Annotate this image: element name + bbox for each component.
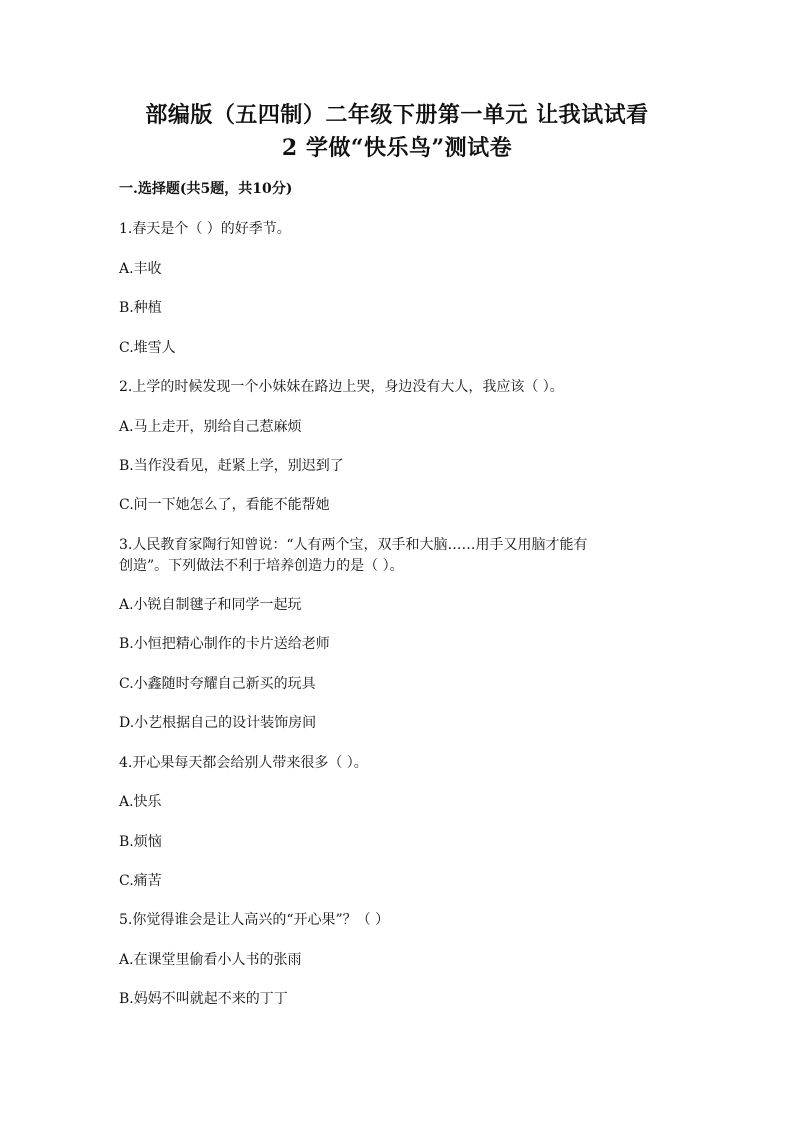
question-2-stem: 2.上学的时候发现一个小妹妹在路边上哭，身边没有大人，我应该（ ）。 [119,379,564,395]
question-1-option-b: B.种植 [119,300,162,316]
question-4-option-a: A.快乐 [119,794,162,810]
question-3-stem-line2: 创造”。下列做法不利于培养创造力的是（ ）。 [119,558,404,574]
question-4-option-c: C.痛苦 [119,873,162,889]
question-3-option-c: C.小鑫随时夸耀自己新买的玩具 [119,676,316,692]
question-2-option-a: A.马上走开，别给自己惹麻烦 [119,419,302,435]
question-4-option-b: B.烦恼 [119,834,162,850]
question-3-option-b: B.小恒把精心制作的卡片送给老师 [119,636,330,652]
question-1-option-a: A.丰收 [119,261,162,277]
question-2-option-b: B.当作没看见，赶紧上学，别迟到了 [119,458,344,474]
question-5-stem: 5.你觉得谁会是让人高兴的“开心果”？（ ） [119,912,390,928]
exam-title-line1: 部编版（五四制）二年级下册第一单元 让我试试看 [145,102,649,128]
exam-title-line2: 2 学做“快乐鸟”测试卷 [281,135,513,161]
question-5-option-b: B.妈妈不叫就起不来的丁丁 [119,991,288,1007]
question-1-stem: 1.春天是个（ ）的好季节。 [119,221,291,237]
question-1-option-c: C.堆雪人 [119,340,176,356]
question-3-option-a: A.小锐自制毽子和同学一起玩 [119,597,302,613]
question-2-option-c: C.问一下她怎么了，看能不能帮她 [119,497,330,513]
question-4-stem: 4.开心果每天都会给别人带来很多（ ）。 [119,755,368,771]
question-3-stem-line1: 3.人民教育家陶行知曾说：“人有两个宝，双手和大脑……用手又用脑才能有 [119,537,588,553]
question-5-option-a: A.在课堂里偷看小人书的张雨 [119,952,302,968]
question-3-option-d: D.小艺根据自己的设计装饰房间 [119,715,317,731]
section-heading-choice: 一.选择题(共5题，共10分) [119,181,293,197]
